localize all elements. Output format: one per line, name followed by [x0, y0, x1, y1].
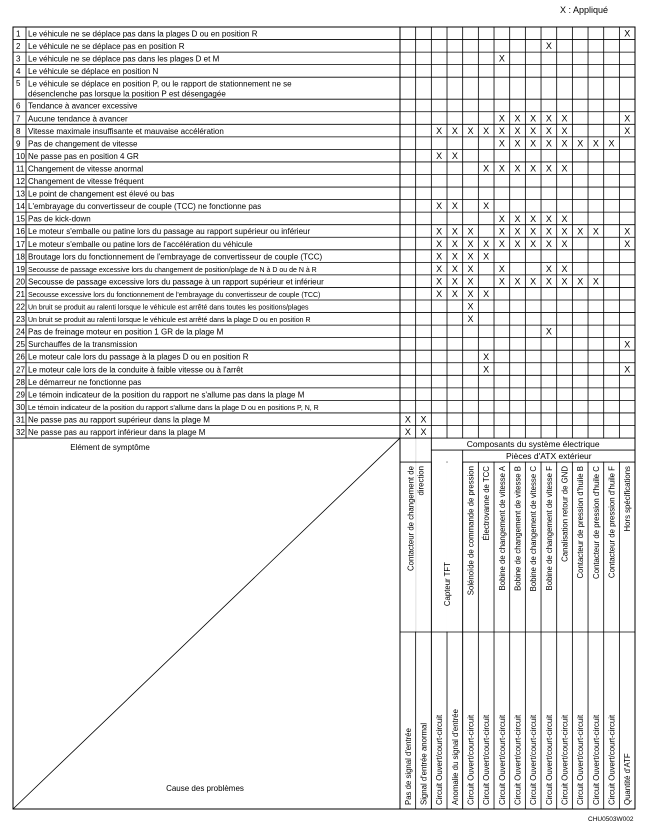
symptom-text: Le véhicule se déplace en position P, ou le rapport de stationnement ne se: [28, 79, 292, 89]
applied-mark: X: [624, 28, 631, 39]
applied-mark: X: [545, 238, 552, 249]
applied-mark: X: [436, 263, 443, 274]
applied-mark: X: [451, 251, 458, 262]
cause-label: Pas de signal d'entrée: [403, 728, 413, 805]
row-number: 3: [16, 54, 21, 64]
row-number: 14: [16, 202, 25, 212]
applied-mark: X: [514, 238, 521, 249]
applied-mark: X: [451, 151, 458, 161]
applied-mark: X: [467, 276, 474, 287]
applied-mark: X: [592, 276, 599, 287]
group-header: Composants du système électrique: [466, 439, 600, 450]
component-label: Solénoïde de commande de pression: [466, 466, 476, 596]
symptom-text: Le moteur s'emballe ou patine lors de l'accélération du véhicule: [28, 239, 253, 249]
row-number: 21: [16, 289, 25, 299]
figure-code: CHU0503W002: [588, 816, 634, 823]
applied-mark: X: [498, 163, 505, 174]
symptom-text: Un bruit se produit au ralenti lorsque le véhicule est arrêté dans la plage D ou en position R: [28, 317, 311, 325]
component-label: Contacteur de pression d'huile B: [576, 466, 586, 579]
component-label: Contacteur de pression d'huile C: [591, 466, 601, 579]
applied-mark: X: [467, 125, 474, 136]
symptom-text: Ne passe pas au rapport supérieur dans la plage M: [28, 415, 210, 425]
component-label: Bobine de changement de vitesse A: [497, 466, 507, 591]
applied-mark: X: [561, 276, 568, 287]
symptom-text: Le point de changement est élevé ou bas: [28, 189, 175, 199]
applied-mark: X: [592, 226, 599, 237]
symptom-text: Le véhicule ne se déplace pas dans les plages D et M: [28, 54, 220, 64]
applied-mark: X: [436, 226, 443, 237]
applied-mark: X: [530, 163, 537, 174]
applied-mark: X: [577, 226, 584, 237]
applied-mark: X: [530, 213, 537, 224]
row-number: 19: [16, 264, 25, 274]
cause-label: Circuit Ouvert/court-circuit: [529, 714, 539, 805]
applied-mark: X: [483, 201, 490, 212]
row-number: 6: [16, 101, 21, 111]
symptom-axis-label: Elément de symptôme: [70, 443, 150, 453]
row-number: 13: [16, 189, 25, 199]
applied-mark: X: [451, 276, 458, 287]
row-number: 20: [16, 277, 25, 287]
symptom-text: Ne passe pas en position 4 GR: [28, 151, 139, 161]
applied-mark: X: [514, 113, 521, 124]
applied-mark: X: [404, 427, 411, 438]
row-number: 8: [16, 126, 21, 136]
row-number: 11: [16, 164, 25, 174]
applied-mark: X: [561, 163, 568, 174]
cause-label: Circuit Ouvert/court-circuit: [544, 714, 554, 805]
applied-mark: X: [561, 138, 568, 149]
legend: X : Appliqué: [560, 5, 609, 15]
component-label: Contacteur de changement de: [406, 466, 416, 571]
applied-mark: X: [624, 226, 631, 237]
applied-mark: X: [561, 226, 568, 237]
applied-mark: X: [451, 238, 458, 249]
applied-mark: X: [498, 113, 505, 124]
applied-mark: X: [530, 226, 537, 237]
applied-mark: X: [530, 276, 537, 287]
applied-mark: X: [561, 263, 568, 274]
applied-mark: X: [451, 226, 458, 237]
applied-mark: X: [608, 138, 615, 149]
row-number: 30: [16, 402, 25, 412]
symptom-text: Le véhicule ne se déplace pas en position R: [28, 42, 185, 52]
cause-label: Circuit Ouvert/court-circuit: [560, 714, 570, 805]
applied-mark: X: [436, 276, 443, 287]
symptom-text: Le témoin indicateur de la position du rapport ne s'allume pas dans la plage M: [28, 390, 305, 400]
symptom-text: Le moteur s'emballe ou patine lors du passage au rapport supérieur ou inférieur: [28, 227, 311, 237]
applied-mark: X: [624, 339, 631, 350]
applied-mark: X: [530, 138, 537, 149]
applied-mark: X: [467, 238, 474, 249]
applied-mark: X: [545, 226, 552, 237]
component-label: Bobine de changement de vitesse F: [544, 466, 554, 591]
applied-mark: X: [514, 276, 521, 287]
applied-mark: X: [498, 226, 505, 237]
applied-mark: X: [624, 364, 631, 375]
applied-mark: X: [592, 138, 599, 149]
symptom-text: Vitesse maximale insuffisante et mauvaise accélération: [28, 126, 224, 136]
row-number: 12: [16, 177, 25, 186]
row-number: 32: [16, 428, 25, 437]
cause-label: Circuit Ouvert/court-circuit: [607, 714, 617, 805]
applied-mark: X: [467, 289, 474, 300]
applied-mark: X: [561, 125, 568, 136]
component-label: Bobine de changement de vitesse B: [513, 466, 523, 591]
row-number: 18: [16, 252, 25, 262]
applied-mark: X: [514, 138, 521, 149]
row-number: 29: [16, 390, 25, 400]
cause-label: Circuit Ouvert/court-circuit: [435, 714, 445, 805]
applied-mark: X: [498, 138, 505, 149]
cause-label: Circuit Ouvert/court-circuit: [591, 714, 601, 805]
symptom-text: Le démarreur ne fonctionne pas: [28, 377, 142, 387]
subgroup-header: Pièces d'ATX extérieur: [506, 451, 592, 462]
row-number: 9: [16, 139, 21, 149]
symptom-text: Surchauffes de la transmission: [28, 340, 138, 350]
applied-mark: X: [436, 151, 443, 161]
applied-mark: X: [545, 163, 552, 174]
row-number: 15: [16, 214, 25, 224]
symptom-text: Le moteur cale lors de la conduite à faible vitesse ou à l'arrêt: [28, 365, 243, 375]
cause-axis-label: Cause des problèmes: [166, 784, 244, 793]
cause-label: Circuit Ouvert/court-circuit: [482, 714, 492, 805]
applied-mark: X: [624, 113, 631, 124]
symptom-text: Le véhicule ne se déplace pas dans la plages D ou en position R: [28, 29, 258, 39]
applied-mark: X: [514, 163, 521, 174]
applied-mark: X: [467, 226, 474, 237]
applied-mark: X: [545, 276, 552, 287]
component-label: direction: [416, 466, 426, 496]
row-number: 27: [16, 365, 25, 375]
symptom-text: Changement de vitesse anormal: [28, 164, 144, 174]
applied-mark: X: [545, 213, 552, 224]
component-label: Hors spécifications: [623, 466, 633, 532]
applied-mark: X: [498, 263, 505, 274]
cause-label: Signal d'entrée anormal: [419, 722, 429, 805]
applied-mark: X: [561, 238, 568, 249]
applied-mark: X: [530, 238, 537, 249]
symptom-text: Le témoin indicateur de la position du rapport s'allume dans la plage D ou en positions P, N, R: [28, 404, 319, 412]
cause-label: Anomalie du signal d'entrée: [450, 709, 460, 805]
applied-mark: X: [514, 226, 521, 237]
row-number: 24: [16, 327, 25, 337]
applied-mark: X: [436, 289, 443, 300]
component-label: Capteur TFT: [443, 562, 453, 607]
row-number: 10: [16, 151, 25, 161]
symptom-text: Secousse de passage excessive lors du passage à un rapport supérieur et inférieur: [28, 277, 324, 287]
row-number: 23: [16, 315, 25, 325]
applied-mark: X: [545, 326, 552, 337]
component-label: Bobine de changement de vitesse C: [529, 466, 539, 592]
cause-label: Quantité d'ATF: [623, 753, 633, 805]
applied-mark: X: [545, 113, 552, 124]
row-number: 5: [16, 79, 21, 89]
applied-mark: X: [498, 238, 505, 249]
cause-label: Circuit Ouvert/court-circuit: [576, 714, 586, 805]
row-number: 1: [16, 29, 21, 39]
applied-mark: X: [498, 53, 505, 64]
applied-mark: X: [483, 351, 490, 362]
applied-mark: X: [420, 414, 427, 425]
row-number: 16: [16, 227, 25, 237]
applied-mark: X: [483, 251, 490, 262]
symptom-text: Aucune tendance à avancer: [28, 114, 128, 124]
applied-mark: X: [483, 364, 490, 375]
symptom-text: Broutage lors du fonctionnement de l'embrayage de convertisseur de couple (TCC): [28, 252, 323, 262]
symptom-text: Pas de kick-down: [28, 214, 91, 224]
applied-mark: X: [498, 213, 505, 224]
cause-label: Circuit Ouvert/court-circuit: [466, 714, 476, 805]
row-number: 4: [16, 67, 21, 77]
symptom-text: L'embrayage du convertisseur de couple (TCC) ne fonctionne pas: [28, 202, 262, 212]
applied-mark: X: [420, 427, 427, 438]
applied-mark: X: [436, 238, 443, 249]
applied-mark: X: [483, 289, 490, 300]
applied-mark: X: [436, 201, 443, 212]
applied-mark: X: [624, 125, 631, 136]
applied-mark: X: [561, 213, 568, 224]
symptom-text: Le véhicule se déplace en position N: [28, 67, 159, 77]
applied-mark: X: [545, 41, 552, 52]
row-number: 17: [16, 239, 25, 249]
symptom-text: Pas de freinage moteur en position 1 GR de la plage M: [28, 327, 224, 337]
applied-mark: X: [451, 201, 458, 212]
merge-erase: [415, 439, 416, 462]
component-label: Contacteur de pression d'huile F: [607, 466, 617, 579]
corner-diagonal: [13, 438, 400, 809]
symptom-text: Secousse de passage excessive lors du changement de position/plage de N à D ou de N à R: [28, 266, 317, 274]
applied-mark: X: [545, 263, 552, 274]
cause-label: Circuit Ouvert/court-circuit: [513, 714, 523, 805]
applied-mark: X: [514, 213, 521, 224]
applied-mark: X: [451, 289, 458, 300]
applied-mark: X: [436, 125, 443, 136]
symptom-text: Changement de vitesse fréquent: [28, 177, 144, 186]
applied-mark: X: [467, 301, 474, 312]
applied-mark: X: [483, 125, 490, 136]
applied-mark: X: [530, 113, 537, 124]
symptom-text: désenclenche pas lorsque la position P est désengagée: [28, 89, 226, 99]
applied-mark: X: [467, 251, 474, 262]
row-number: 7: [16, 114, 21, 124]
applied-mark: X: [577, 138, 584, 149]
applied-mark: X: [451, 263, 458, 274]
symptom-text: Le moteur cale lors du passage à la plages D ou en position R: [28, 352, 249, 362]
applied-mark: X: [483, 163, 490, 174]
symptom-text: Secousse excessive lors du fonctionnement de l'embrayage du convertisseur de couple (TCC): [28, 291, 321, 299]
applied-mark: X: [498, 276, 505, 287]
component-label: Électrovanne de TCC: [482, 466, 492, 541]
applied-mark: X: [498, 125, 505, 136]
applied-mark: X: [436, 251, 443, 262]
row-number: 26: [16, 352, 25, 362]
row-number: 31: [16, 415, 25, 425]
applied-mark: X: [483, 238, 490, 249]
applied-mark: X: [577, 276, 584, 287]
applied-mark: X: [404, 414, 411, 425]
applied-mark: X: [467, 263, 474, 274]
symptom-text: Ne passe pas au rapport inférieur dans la plage M: [28, 428, 206, 437]
applied-mark: X: [624, 238, 631, 249]
applied-mark: X: [561, 113, 568, 124]
symptom-text: Pas de changement de vitesse: [28, 139, 138, 149]
applied-mark: X: [545, 125, 552, 136]
cause-label: Circuit Ouvert/court-circuit: [497, 714, 507, 805]
component-label: Canalisation retour de GND: [560, 466, 570, 562]
applied-mark: X: [545, 138, 552, 149]
applied-mark: X: [467, 314, 474, 325]
symptom-text: Un bruit se produit au ralenti lorsque le véhicule est arrêté dans toutes les positions/plages: [28, 304, 309, 312]
symptom-text: Tendance à avancer excessive: [28, 101, 138, 111]
row-number: 25: [16, 340, 25, 350]
row-number: 2: [16, 42, 21, 52]
row-number: 22: [16, 302, 25, 312]
row-number: 28: [16, 377, 25, 387]
applied-mark: X: [514, 125, 521, 136]
applied-mark: X: [451, 125, 458, 136]
applied-mark: X: [530, 125, 537, 136]
